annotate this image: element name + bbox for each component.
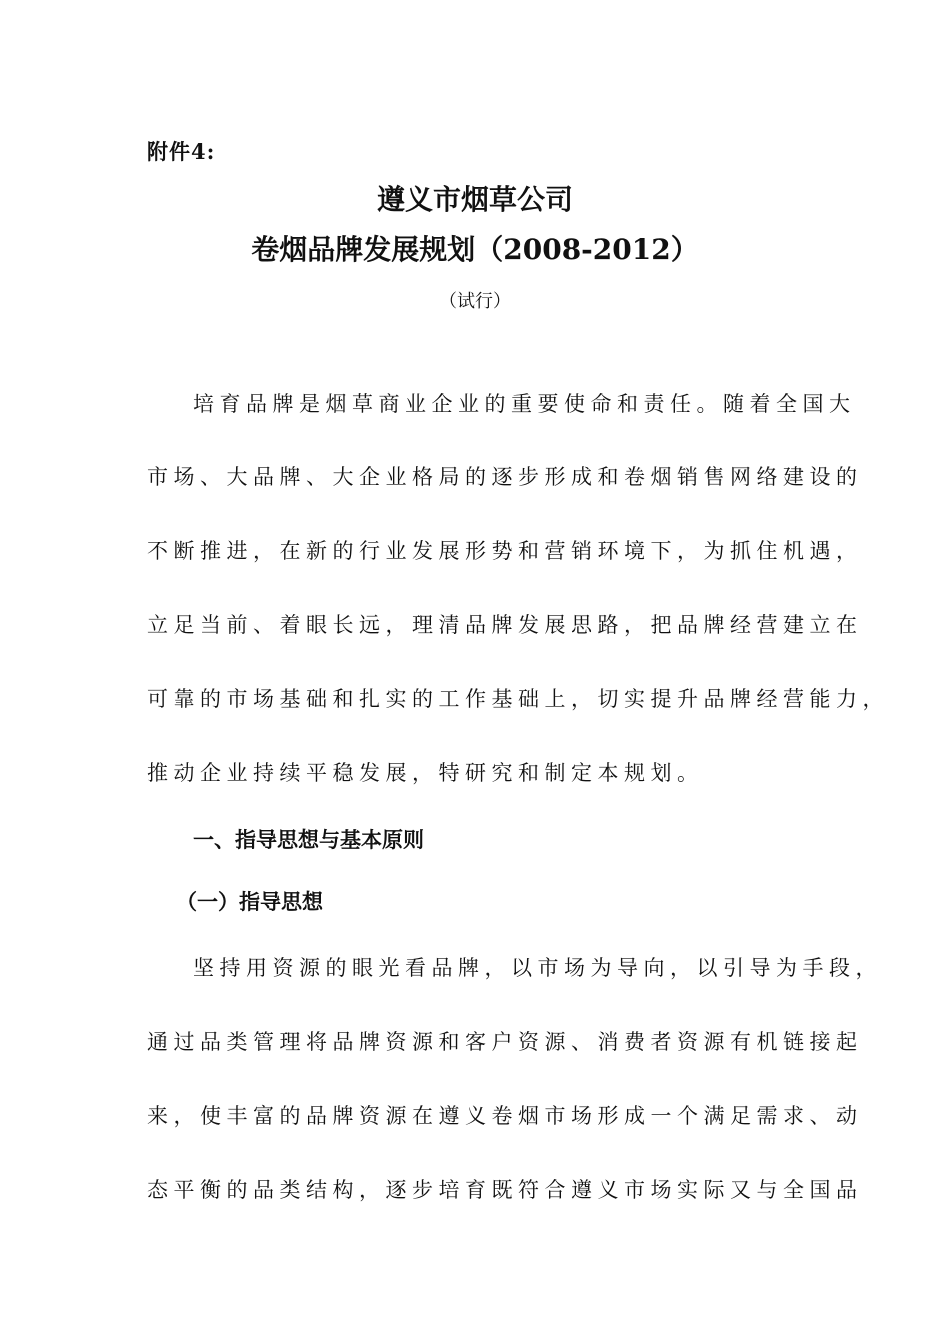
document-subtitle: （试行）: [439, 291, 511, 312]
intro-paragraph-line: 市场、大品牌、大企业格局的逐步形成和卷烟销售网络建设的: [147, 465, 863, 489]
attachment-label: 附件4:: [147, 139, 216, 164]
document-title-line1: 遵义市烟草公司: [376, 183, 573, 216]
body-paragraph-line: 坚持用资源的眼光看品牌，以市场为导向，以引导为手段，: [193, 956, 882, 980]
body-paragraph-line: 通过品类管理将品牌资源和客户资源、消费者资源有机链接起: [147, 1030, 863, 1054]
document-title-line2: 卷烟品牌发展规划（2008-2012）: [251, 233, 699, 266]
intro-paragraph-line: 立足当前、着眼长远，理清品牌发展思路，把品牌经营建立在: [147, 613, 863, 637]
intro-paragraph-line: 不断推进，在新的行业发展形势和营销环境下，为抓住机遇，: [147, 539, 863, 563]
subsection-heading: （一）指导思想: [176, 889, 323, 914]
section-heading: 一、指导思想与基本原则: [193, 827, 424, 852]
intro-paragraph-line: 可靠的市场基础和扎实的工作基础上，切实提升品牌经营能力，: [147, 687, 889, 711]
body-paragraph-line: 来，使丰富的品牌资源在遵义卷烟市场形成一个满足需求、动: [147, 1104, 863, 1128]
body-paragraph-line: 态平衡的品类结构，逐步培育既符合遵义市场实际又与全国品: [147, 1178, 863, 1202]
intro-paragraph-line: 推动企业持续平稳发展，特研究和制定本规划。: [147, 761, 704, 785]
intro-paragraph-line: 培育品牌是烟草商业企业的重要使命和责任。随着全国大: [193, 392, 856, 416]
